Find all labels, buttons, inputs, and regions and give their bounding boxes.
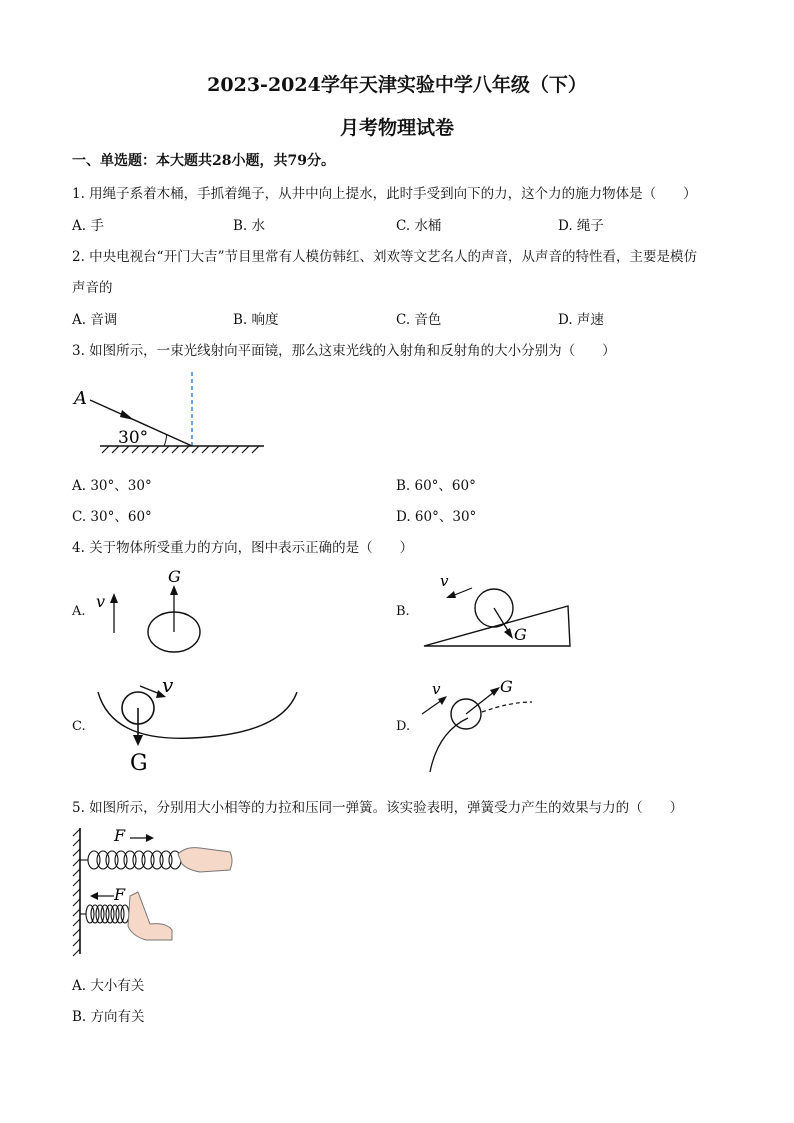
q1-option-a: A. 手 bbox=[72, 218, 104, 234]
q1-option-d: D. 绳子 bbox=[558, 218, 604, 234]
question-2-stem-line2: 声音的 bbox=[72, 280, 113, 296]
q4-label-a: A. bbox=[72, 604, 86, 619]
velocity-label: v bbox=[96, 592, 106, 611]
velocity-label: v bbox=[432, 680, 441, 698]
question-1-stem: 1. 用绳子系着木桶，手抓着绳子，从井中向上提水，此时手受到向下的力，这个力的施力物体是（ ） bbox=[72, 186, 697, 202]
q2-option-a: A. 音调 bbox=[72, 312, 118, 328]
page-subtitle: 月考物理试卷 bbox=[339, 117, 454, 139]
q4-figure-b bbox=[420, 570, 580, 655]
q4-label-c: C. bbox=[72, 719, 86, 734]
q5-option-a: A. 大小有关 bbox=[72, 978, 145, 994]
page-title: 2023-2024学年天津实验中学八年级（下） bbox=[207, 74, 587, 96]
force-top-label: F bbox=[114, 826, 126, 845]
angle-label: 30° bbox=[118, 428, 149, 448]
q3-option-a: A. 30°、30° bbox=[72, 478, 152, 494]
question-3-stem: 3. 如图所示，一束光线射向平面镜，那么这束光线的入射角和反射角的大小分别为（ ） bbox=[72, 343, 616, 359]
force-bottom-label: F bbox=[114, 885, 126, 904]
q4-figure-c bbox=[92, 672, 307, 777]
q3-option-c: C. 30°、60° bbox=[72, 509, 152, 525]
section-heading: 一、单选题：本大题共28小题，共79分。 bbox=[72, 153, 335, 169]
q4-label-b: B. bbox=[396, 604, 410, 619]
q5-spring-figure bbox=[70, 826, 240, 958]
force-label: G bbox=[130, 751, 148, 776]
velocity-label: v bbox=[162, 673, 174, 697]
question-4-stem: 4. 关于物体所受重力的方向，图中表示正确的是（ ） bbox=[72, 540, 414, 556]
question-2-stem-line1: 2. 中央电视台“开门大吉”节目里常有人模仿韩红、刘欢等文艺名人的声音，从声音的特性看，主要是模仿 bbox=[72, 249, 697, 265]
q4-figure-d bbox=[420, 672, 560, 777]
q2-option-c: C. 音色 bbox=[396, 312, 442, 328]
q3-option-b: B. 60°、60° bbox=[396, 478, 476, 494]
q3-mirror-figure bbox=[70, 370, 270, 460]
q3-option-d: D. 60°、30° bbox=[396, 509, 477, 525]
question-5-stem: 5. 如图所示，分别用大小相等的力拉和压同一弹簧。该实验表明，弹簧受力产生的效果与力的（ ） bbox=[72, 800, 684, 816]
velocity-label: v bbox=[440, 572, 449, 590]
force-label: G bbox=[500, 677, 513, 696]
q1-option-c: C. 水桶 bbox=[396, 218, 442, 234]
q4-label-d: D. bbox=[396, 719, 411, 734]
force-label: G bbox=[168, 567, 181, 586]
q4-figure-a bbox=[92, 565, 222, 660]
q5-option-b: B. 方向有关 bbox=[72, 1009, 145, 1025]
q1-option-b: B. 水 bbox=[233, 218, 266, 234]
q2-option-d: D. 声速 bbox=[558, 312, 604, 328]
point-label-a: A bbox=[74, 388, 87, 409]
force-label: G bbox=[514, 625, 527, 644]
q2-option-b: B. 响度 bbox=[233, 312, 279, 328]
